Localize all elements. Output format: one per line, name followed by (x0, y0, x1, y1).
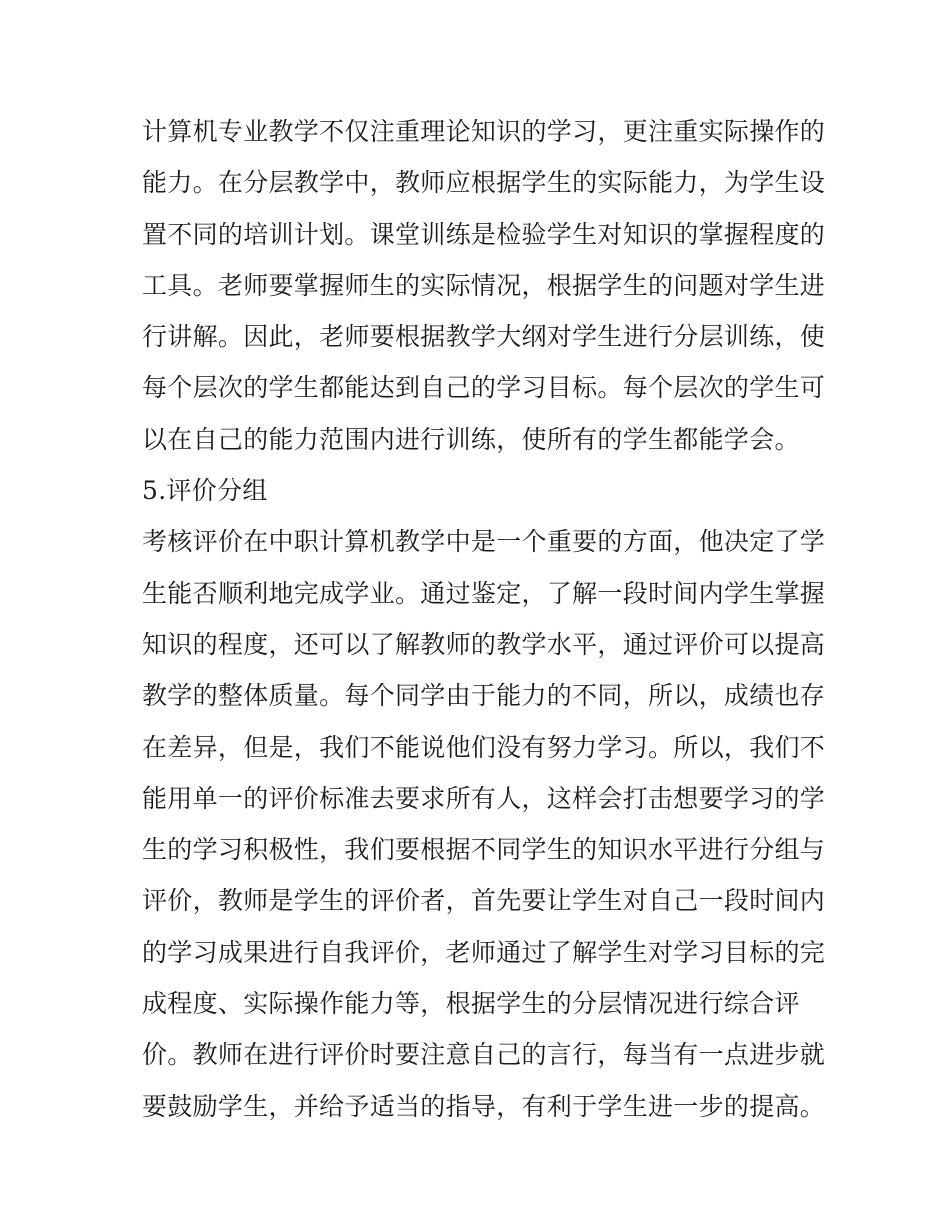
text-line: 行讲解。因此，老师要根据教学大纲对学生进行分层训练，使 (142, 322, 826, 352)
text-line: 教学的整体质量。每个同学由于能力的不同，所以，成绩也存 (142, 681, 826, 711)
body-text (142, 106, 826, 1132)
text-line: 以在自己的能力范围内进行训练，使所有的学生都能学会。 (142, 424, 800, 454)
text-line: 置不同的培训计划。课堂训练是检验学生对知识的掌握程度的 (142, 219, 826, 249)
section-heading: 5.评价分组 (142, 476, 268, 506)
text-line: 考核评价在中职计算机教学中是一个重要的方面，他决定了学 (142, 527, 826, 557)
text-line: 生能否顺利地完成学业。通过鉴定，了解一段时间内学生掌握 (142, 578, 826, 608)
text-line: 知识的程度，还可以了解教师的教学水平，通过评价可以提高 (142, 629, 826, 659)
text-line: 价。教师在进行评价时要注意自己的言行，每当有一点进步就 (142, 1040, 826, 1070)
text-line: 要鼓励学生，并给予适当的指导，有利于学生进一步的提高。 (142, 1091, 826, 1121)
text-line: 的学习成果进行自我评价，老师通过了解学生对学习目标的完 (142, 937, 826, 967)
text-line: 评价，教师是学生的评价者，首先要让学生对自己一段时间内 (142, 886, 826, 916)
text-line: 能用单一的评价标准去要求所有人，这样会打击想要学习的学 (142, 783, 826, 813)
text-line: 在差异，但是，我们不能说他们没有努力学习。所以，我们不 (142, 732, 826, 762)
text-line: 成程度、实际操作能力等，根据学生的分层情况进行综合评 (142, 989, 800, 1019)
text-line: 能力。在分层教学中，教师应根据学生的实际能力，为学生设 (142, 168, 826, 198)
text-line: 工具。老师要掌握师生的实际情况，根据学生的问题对学生进 (142, 270, 826, 300)
text-line: 每个层次的学生都能达到自己的学习目标。每个层次的学生可 (142, 373, 826, 403)
text-line: 计算机专业教学不仅注重理论知识的学习，更注重实际操作的 (142, 117, 826, 146)
text-line: 生的学习积极性，我们要根据不同学生的知识水平进行分组与 (142, 835, 826, 865)
